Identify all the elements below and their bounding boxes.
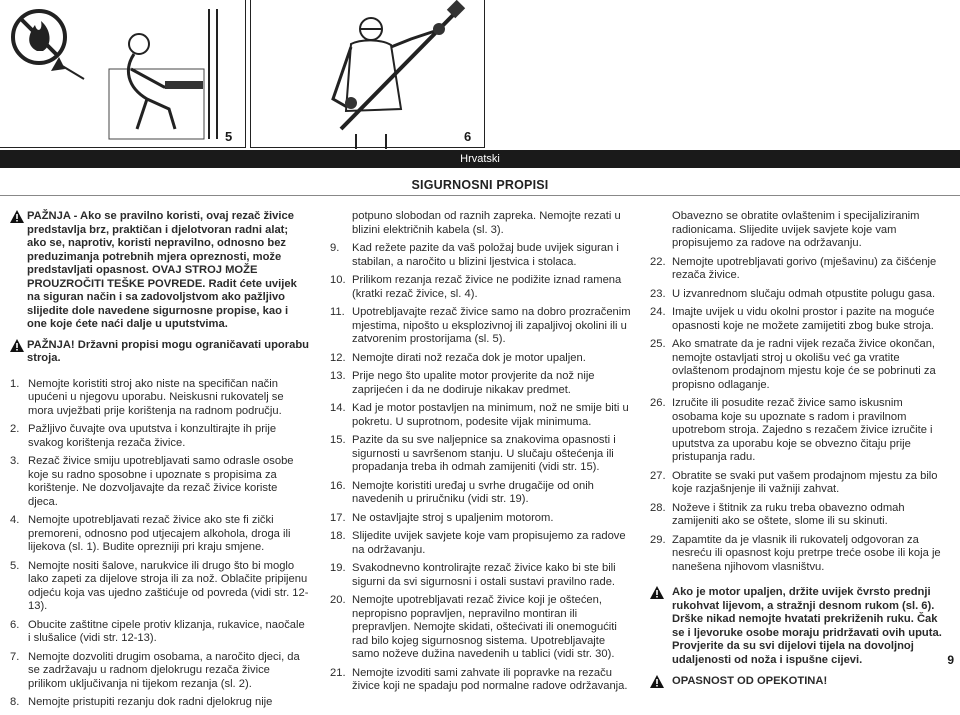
item-number: 17. [330, 511, 346, 524]
page-number: 9 [947, 653, 954, 667]
item-text: Kad je motor postavljen na minimum, nož ne smije biti u pokretu. U suprotnom, podesite vijak minimuma. [352, 402, 629, 428]
list-item [10, 696, 310, 710]
item-number: 6. [10, 618, 20, 631]
item-number: 5. [10, 559, 20, 572]
item-number: 4. [10, 514, 20, 526]
list-item [330, 530, 632, 557]
warning-motor-text: Ako je motor upaljen, držite uvijek čvrsto prednji rukohvat lijevom, a stražnji desnom rukom (sl. 6). Drške nikad nemojte hvatati prekriženih ruku. Čak se i ljevoruke osobe moraju pridržavati ovih uputa. Provjerite da su svi dijelovi tijela na dovoljnoj udaljenosti od noža i ispušne cijevi. [672, 586, 942, 666]
list-item [330, 242, 632, 269]
list-item [330, 667, 632, 694]
item-text: Obratite se svaki put vašem prodajnom mjestu za bilo koje razjašnjenje ili važniji zahvat. [672, 469, 938, 495]
item-text: Kad režete pazite da vaš položaj bude uvijek siguran i stabilan, a naročito u blizini ljestvica i stolaca. [352, 242, 619, 268]
item-text: Imajte uvijek u vidu okolni prostor i pazite na moguće opasnosti koje ne možete zamijetiti zbog buke stroja. [672, 306, 935, 332]
list-item [330, 402, 632, 429]
item-text: Nemojte dozvoliti drugim osobama, a naročito djeci, da se zadržavaju u radnom djelokrugu rezača živice prilikom uključivanja ni tijekom rezanja (sl. 2). [28, 650, 300, 690]
list-item [10, 455, 310, 509]
language-label: Hrvatski [460, 153, 500, 165]
list-item [330, 512, 632, 526]
item-text: Pazite da su sve naljepnice sa znakovima opasnosti i sigurnosti u savršenom stanju. U slučaju oštećenja ili propadanja treba ih odmah zamijeniti (vidi str. 15). [352, 434, 616, 473]
item-number: 25. [650, 338, 666, 350]
item-number: 27. [650, 469, 666, 482]
item-text: Prije nego što upalite motor provjerite da nož nije zaprijećen i da ne dodiruje nikakav predmet. [352, 370, 595, 396]
list-item [10, 651, 310, 692]
list-item [650, 470, 950, 497]
item-number: 10. [330, 274, 346, 286]
item-number: 3. [10, 455, 20, 467]
illustration-two-hand-grip [251, 0, 486, 149]
figure-number: 6 [464, 129, 472, 144]
item-text: Nemojte dirati nož rezača dok je motor upaljen. [352, 351, 586, 364]
item-number: 28. [650, 501, 666, 514]
item-text: Svakodnevno kontrolirajte rezač živice kako bi ste bili sigurni da svi sigurnosni i ostali sustavi pravilno rade. [352, 562, 616, 588]
figure-5 [0, 0, 246, 148]
item-number: 9. [330, 242, 340, 254]
item-text: Prilikom rezanja rezač živice ne podižite iznad ramena (kratki rezač živice, sl. 4). [352, 274, 622, 300]
list-item [650, 288, 950, 302]
item-text: Nemojte upotrebljavati rezač živice koji je oštećen, nepropisno popravljen, nepravilno montiran ili prepravljen. Nemojte skidati, oštećivati ili onemogućiti rad bilo kojeg sigurnosnog sistema. Upotrebljavajte samo noževe dužina navedenih u tablici (vidi str. 30). [352, 594, 617, 660]
list-item [330, 594, 632, 662]
list-item [10, 560, 310, 614]
item-text: Nemojte koristiti stroj ako niste na specifičan način upućeni u njegovu uporabu. Neiskusni rukovatelj se mora uvježbati prije korištenja na radnom području. [28, 377, 284, 417]
item-text: Izručite ili posudite rezač živice samo iskusnim osobama koje su upoznate s radom i pravilnom upotrebom stroja. Zajedno s rezačem živice izručite i uputstva za uporabu koje se obvezno čitaju prije pristupanja radu. [672, 397, 933, 463]
item-number: 16. [330, 479, 346, 492]
item-text: Nemojte koristiti uređaj u svrhe drugačije od onih navedenih u priručniku (vidi str. 19). [352, 479, 594, 505]
figure-number: 5 [225, 129, 233, 144]
item-number: 11. [330, 306, 345, 318]
item-number: 23. [650, 287, 666, 300]
language-header [0, 150, 960, 168]
item-text: Pažljivo čuvajte ova uputstva i konzultirajte ih prije svakog korištenja rezača živice. [28, 423, 277, 449]
list-item [330, 480, 632, 507]
item-text: Ako smatrate da je radni vijek rezača živice okončan, nemojte ostavljati stroj u okolišu već ga vratite ovlaštenom prodajnom mjestu koje će se pobrinuti za propisno odlaganje. [672, 338, 936, 391]
list-item [330, 306, 632, 347]
illustration-no-fire-indoor [0, 0, 247, 149]
warning-main-text: PAŽNJA - Ako se pravilno koristi, ovaj rezač živice predstavlja brz, praktičan i djelotvoran radni alat; ako se, naprotiv, koristi nepravilno, odnosno bez preduzimanja potrebnih mjera opreznosti, može predstavljati opasnost. OVAJ STROJ MOŽE PROUZROČITI TEŠKE POVREDE. Radit ćete uvijek na siguran način i sa zadovoljstvom ako pažljivo slijedite dole navedene sigurnosne propise, kao i one koje ćete naći dalje u uputstvima. [27, 210, 297, 330]
item-number: 20. [330, 594, 346, 606]
continuation-text: potpuno slobodan od raznih zapreka. Nemojte rezati u blizini električnih kabela (sl. 3). [352, 210, 621, 236]
column-1 [10, 210, 310, 715]
item-text: Ne ostavljajte stroj s upaljenim motorom. [352, 511, 554, 524]
list-item [650, 338, 950, 392]
item-number: 2. [10, 423, 20, 435]
list-item [330, 434, 632, 475]
list-item [650, 306, 950, 333]
continuation-text: Obavezno se obratite ovlaštenim i specijaliziranim radionicama. Slijedite uvijek savjete koje vam propisujemo za radove na održavanju. [672, 210, 920, 249]
warning-burn-text: OPASNOST OD OPEKOTINA! [672, 675, 828, 687]
item-text: U izvanrednom slučaju odmah otpustite polugu gasa. [672, 287, 936, 300]
item-text: Nemojte nositi šalove, narukvice ili drugo što bi moglo lako zapeti za dijelove stroja ili za nož. Oblačite pripijenu odjeću koja vas ujedno zaštićuje od povreda (vidi str. 12-13). [28, 559, 309, 612]
item-number: 14. [330, 402, 346, 414]
item-text: Rezač živice smiju upotrebljavati samo odrasle osobe koje su radno sposobne i upoznate s propisima za korištenje. Ne dozvoljavajte da rezač živice koriste djeca. [28, 455, 294, 508]
item-number: 19. [330, 562, 346, 574]
section-title: SIGURNOSNI PROPISI [411, 178, 549, 192]
item-text: Zapamtite da je vlasnik ili rukovatelj odgovoran za nesreću ili opasnost koju pretrpe treće osobe ili koja je nanešena njihovom vlasništvu. [672, 533, 941, 573]
item-number: 29. [650, 533, 666, 546]
no-fire-sign [13, 11, 65, 63]
warning-burn [650, 675, 950, 689]
item-number: 24. [650, 306, 666, 318]
item-text: Noževe i štitnik za ruku treba obavezno odmah zamijeniti ako se oštete, slome ili su skinuti. [672, 501, 905, 527]
list-item [10, 423, 310, 450]
item-number: 12. [330, 351, 346, 364]
list-item [650, 502, 950, 529]
item-number: 13. [330, 370, 346, 382]
item-number: 1. [10, 377, 20, 390]
item-text: Upotrebljavajte rezač živice samo na dobro prozračenim mjestima, nipošto u eksplozivnoj ili zapaljivoj okolini ili u zatvorenim prostorijama (sl. 5). [352, 306, 631, 345]
item-text: Slijedite uvijek savjete koje vam propisujemo za radove na održavanju. [352, 530, 626, 556]
item-number: 22. [650, 255, 666, 268]
column-2 [330, 210, 632, 699]
warning-icon [650, 586, 664, 599]
item-number: 15. [330, 434, 346, 446]
item-text: Nemojte upotrebljavati rezač živice ako ste fi zički premoreni, odnosno pod utjecajem alkohola, droga ili lijekova (sl. 1). Budite oprezniji pri kraju smjene. [28, 514, 291, 553]
list-item [330, 274, 632, 301]
list-item [650, 397, 950, 465]
item-text: Nemojte upotrebljavati gorivo (mješavinu) za čišćenje rezača živice. [672, 255, 937, 281]
warning-legal-text: PAŽNJA! Državni propisi mogu ograničavati uporabu stroja. [27, 338, 309, 364]
list-item [650, 534, 950, 575]
item-number: 18. [330, 530, 346, 542]
list-item [330, 370, 632, 397]
warning-icon [650, 675, 664, 688]
warning-main [10, 210, 310, 332]
warning-icon [10, 210, 24, 223]
item-number: 21. [330, 666, 346, 679]
figure-6 [250, 0, 485, 148]
warning-legal [10, 339, 310, 366]
list-item [10, 514, 310, 555]
list-item [330, 352, 632, 366]
list-item [330, 562, 632, 589]
item-number: 8. [10, 696, 20, 708]
divider [0, 195, 960, 196]
list-item [10, 619, 310, 646]
item-number: 7. [10, 650, 20, 663]
list-item [10, 378, 310, 419]
list-item [650, 256, 950, 283]
warning-icon [10, 339, 24, 352]
item-text: Nemojte pristupiti rezanju dok radni djelokrug nije [28, 696, 273, 708]
column-3 [650, 210, 950, 689]
item-text: Obucite zaštitne cipele protiv klizanja, rukavice, naočale i slušalice (vidi str. 12-13). [28, 618, 305, 644]
warning-motor [650, 586, 950, 667]
item-number: 26. [650, 397, 666, 409]
item-text: Nemojte izvoditi sami zahvate ili popravke na rezaču živice koji ne spadaju pod normalne radove održavanja. [352, 666, 628, 692]
